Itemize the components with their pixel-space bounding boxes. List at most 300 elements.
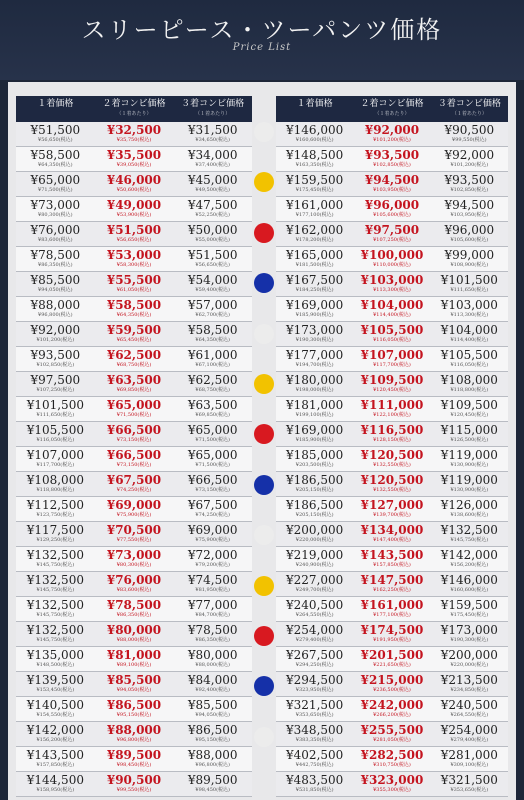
price-two-combo [95,397,174,421]
price: ¥117,500 [26,523,84,537]
price-two-combo [95,347,174,371]
price-three-combo [431,522,508,546]
price: ¥120,500 [360,448,424,462]
tax-included-price: ¥107,250(税込) [373,237,411,243]
tax-included-price: ¥96,800(税込) [38,312,73,318]
price: ¥119,000 [440,473,498,487]
price: ¥132,500 [26,598,84,612]
price-three-combo [431,747,508,771]
price: ¥88,000 [187,748,238,762]
price: ¥34,000 [187,148,238,162]
tax-included-price: ¥185,900(税込) [295,312,334,318]
price-two-combo [353,647,430,671]
price: ¥67,500 [187,498,238,512]
tax-included-price: ¥49,500(税込) [195,187,230,193]
tax-included-price: ¥95,150(税込) [116,712,152,718]
price: ¥86,500 [187,723,238,737]
price: ¥112,500 [26,498,84,512]
price: ¥267,500 [286,648,344,662]
price: ¥77,000 [187,598,238,612]
tax-included-price: ¥64,350(税込) [195,337,230,343]
price-two-combo [95,172,174,196]
price-three-combo [173,547,252,571]
price: ¥104,000 [360,298,424,312]
tax-included-price: ¥162,250(税込) [373,587,411,593]
price-two-combo [95,322,174,346]
tax-included-price: ¥221,650(税込) [373,662,411,668]
price: ¥108,000 [440,373,498,387]
tax-included-price: ¥279,400(税込) [295,637,334,643]
price: ¥58,500 [106,298,162,312]
tax-included-price: ¥205,150(税込) [295,487,334,493]
tax-included-price: ¥116,050(税込) [450,362,489,368]
tax-included-price: ¥117,700(税込) [36,462,75,468]
price-three-combo [431,697,508,721]
white-color-dot [254,324,274,344]
price: ¥69,000 [106,498,162,512]
price-single [16,347,95,371]
tax-included-price: ¥355,300(税込) [373,787,411,793]
price: ¥483,500 [286,773,344,787]
price: ¥186,500 [286,498,344,512]
price: ¥321,500 [286,698,344,712]
table-row [276,322,508,347]
price: ¥148,500 [286,148,344,162]
price-two-combo [353,122,430,146]
table-row [16,447,252,472]
table-row [276,172,508,197]
table-row [16,172,252,197]
tax-included-price: ¥148,500(税込) [36,662,75,668]
tax-included-price: ¥79,200(税込) [195,562,230,568]
price-single [276,522,353,546]
price: ¥144,500 [26,773,84,787]
tax-included-price: ¥249,700(税込) [295,587,334,593]
price: ¥134,000 [360,523,424,537]
price: ¥348,500 [286,723,344,737]
table-row [276,397,508,422]
table-row [16,747,252,772]
price-two-combo [353,372,430,396]
price: ¥159,500 [440,598,498,612]
price-three-combo [431,372,508,396]
red-color-dot [254,424,274,444]
price-single [276,447,353,471]
tax-included-price: ¥108,900(税込) [450,262,489,268]
price-single [276,147,353,171]
yellow-color-dot [254,576,274,596]
price-single [276,422,353,446]
tax-included-price: ¥118,800(税込) [36,487,75,493]
tax-included-price: ¥120,450(税込) [373,387,411,393]
price: ¥61,000 [187,348,238,362]
price-single [16,247,95,271]
price-two-combo [353,747,430,771]
tax-included-price: ¥264,550(税込) [295,612,334,618]
tax-included-price: ¥35,750(税込) [116,137,152,143]
table-header [16,96,252,122]
price: ¥240,500 [286,598,344,612]
price: ¥85,500 [30,273,81,287]
tax-included-price: ¥156,200(税込) [450,562,489,568]
tax-included-price: ¥240,900(税込) [295,562,334,568]
tax-included-price: ¥199,100(税込) [295,412,334,418]
price-two-combo [95,422,174,446]
tax-included-price: ¥74,250(税込) [195,512,230,518]
table-row [276,122,508,147]
tax-included-price: ¥310,750(税込) [373,762,411,768]
table-row [276,547,508,572]
table-row [16,497,252,522]
price: ¥76,000 [30,223,81,237]
tax-included-price: ¥52,250(税込) [195,212,230,218]
price: ¥105,500 [360,323,424,337]
price: ¥73,000 [30,198,81,212]
tax-included-price: ¥34,650(税込) [195,137,230,143]
price-single [276,272,353,296]
price-two-combo [353,772,430,796]
tax-included-price: ¥65,450(税込) [116,337,152,343]
price-three-combo [431,622,508,646]
tax-included-price: ¥190,300(税込) [295,337,334,343]
tax-included-price: ¥442,750(税込) [295,762,334,768]
price-two-combo [95,272,174,296]
tax-included-price: ¥120,450(税込) [450,412,489,418]
header-two-combo: ２着コンビ価格 （１着あたり） [360,99,424,117]
header-three-combo: ３着コンビ価格 （１着あたり） [181,99,245,117]
price-three-combo [431,397,508,421]
tax-included-price: ¥264,550(税込) [450,712,489,718]
table-row [16,722,252,747]
price-three-combo [431,647,508,671]
price-single [16,197,95,221]
tax-included-price: ¥177,100(税込) [373,612,411,618]
price-single [16,722,95,746]
price: ¥78,500 [30,248,81,262]
tax-included-price: ¥68,750(税込) [195,387,230,393]
price: ¥173,000 [286,323,344,337]
price: ¥294,500 [286,673,344,687]
price-single [276,772,353,796]
table-row [16,297,252,322]
price-three-combo [173,172,252,196]
price: ¥101,500 [26,398,84,412]
price-single [16,672,95,696]
price: ¥80,000 [106,623,162,637]
table-row [276,522,508,547]
price-two-combo [95,672,174,696]
tax-included-price: ¥383,350(税込) [295,737,334,743]
table-row [276,572,508,597]
tax-included-price: ¥96,800(税込) [116,737,152,743]
tax-included-price: ¥184,250(税込) [295,287,334,293]
red-color-dot [254,626,274,646]
tax-included-price: ¥86,350(税込) [116,612,152,618]
price-two-combo [95,647,174,671]
price-two-combo [353,672,430,696]
table-row [16,472,252,497]
price-two-combo [95,622,174,646]
white-color-dot [254,122,274,142]
price-single [16,572,95,596]
tax-included-price: ¥147,400(税込) [373,537,411,543]
price: ¥55,500 [106,273,162,287]
price: ¥54,000 [187,273,238,287]
table-row [276,347,508,372]
price-single [16,222,95,246]
tax-included-price: ¥95,150(税込) [195,737,230,743]
tax-included-price: ¥64,350(税込) [116,312,152,318]
table-row [276,272,508,297]
tax-included-price: ¥102,850(税込) [373,162,411,168]
price-three-combo [173,397,252,421]
tax-included-price: ¥130,900(税込) [450,487,489,493]
price-three-combo [431,347,508,371]
table-row [16,122,252,147]
tax-included-price: ¥160,600(税込) [295,137,334,143]
price-three-combo [431,222,508,246]
price-single [16,297,95,321]
price: ¥57,000 [187,298,238,312]
price-single [276,172,353,196]
price-two-combo [95,247,174,271]
price-single [16,747,95,771]
tax-included-price: ¥101,200(税込) [36,337,75,343]
price: ¥146,000 [286,123,344,137]
price-two-combo [353,597,430,621]
price-two-combo [95,372,174,396]
price-single [276,297,353,321]
tax-included-price: ¥84,700(税込) [195,612,230,618]
price: ¥281,000 [440,748,498,762]
price: ¥58,500 [187,323,238,337]
price: ¥97,500 [364,223,420,237]
price: ¥132,500 [440,523,498,537]
price: ¥92,000 [444,148,495,162]
tax-included-price: ¥175,450(税込) [450,612,489,618]
price: ¥69,000 [187,523,238,537]
price-three-combo [173,672,252,696]
price: ¥103,000 [440,298,498,312]
table-row [16,397,252,422]
price: ¥186,500 [286,473,344,487]
price-two-combo [353,422,430,446]
tax-included-price: ¥71,500(税込) [38,187,73,193]
blue-color-dot [254,273,274,293]
tax-included-price: ¥123,750(税込) [36,512,75,518]
price: ¥89,500 [187,773,238,787]
price-single [16,772,95,796]
price: ¥104,000 [440,323,498,337]
price-two-combo [353,497,430,521]
table-row [276,222,508,247]
tax-included-price: ¥234,850(税込) [450,687,489,693]
price-single [276,722,353,746]
tax-included-price: ¥323,950(税込) [295,687,334,693]
table-body [276,122,508,797]
price-two-combo [95,547,174,571]
price-two-combo [95,147,174,171]
table-row [16,547,252,572]
price-three-combo [431,472,508,496]
table-row [16,522,252,547]
price: ¥159,500 [286,173,344,187]
price-single [276,697,353,721]
tax-included-price: ¥236,500(税込) [373,687,411,693]
price-two-combo [95,747,174,771]
price: ¥66,500 [187,473,238,487]
price: ¥94,500 [444,198,495,212]
price-two-combo [95,497,174,521]
tax-included-price: ¥145,750(税込) [36,587,75,593]
price-two-combo [95,522,174,546]
tax-included-price: ¥102,850(税込) [36,362,75,368]
tax-included-price: ¥94,050(税込) [116,687,152,693]
tax-included-price: ¥126,500(税込) [450,437,489,443]
table-row [16,197,252,222]
tax-included-price: ¥81,950(税込) [195,587,230,593]
price: ¥103,000 [360,273,424,287]
tax-included-price: ¥103,950(税込) [373,187,411,193]
tax-included-price: ¥99,550(税込) [116,787,152,793]
price-three-combo [431,272,508,296]
price-single [16,397,95,421]
price: ¥115,000 [440,423,498,437]
price-three-combo [173,372,252,396]
tax-included-price: ¥154,550(税込) [36,712,75,718]
tax-included-price: ¥113,300(税込) [373,287,411,293]
price: ¥93,500 [30,348,81,362]
tax-included-price: ¥73,150(税込) [195,487,230,493]
price-two-combo [353,472,430,496]
table-row [16,322,252,347]
header-single: １着価格 [296,99,333,109]
price-three-combo [431,447,508,471]
table-row [16,222,252,247]
price: ¥147,500 [360,573,424,587]
tax-included-price: ¥59,400(税込) [195,287,230,293]
yellow-color-dot [254,374,274,394]
price: ¥162,000 [286,223,344,237]
tax-included-price: ¥107,250(税込) [36,387,75,393]
price: ¥146,000 [440,573,498,587]
price-three-combo [173,472,252,496]
price: ¥86,500 [106,698,162,712]
tax-included-price: ¥220,000(税込) [295,537,334,543]
price: ¥94,500 [364,173,420,187]
table-row [16,647,252,672]
price-single [16,447,95,471]
price: ¥109,500 [440,398,498,412]
price-single [16,697,95,721]
price: ¥92,000 [30,323,81,337]
price-three-combo [431,322,508,346]
white-color-dot [254,727,274,747]
tax-included-price: ¥102,850(税込) [450,187,489,193]
table-row [276,447,508,472]
price: ¥127,000 [360,498,424,512]
price: ¥109,500 [360,373,424,387]
tax-included-price: ¥138,600(税込) [450,512,489,518]
price: ¥101,500 [440,273,498,287]
tax-included-price: ¥83,600(税込) [38,237,73,243]
price-three-combo [431,672,508,696]
tax-included-price: ¥105,600(税込) [450,237,489,243]
tax-included-price: ¥118,800(税込) [450,387,489,393]
tax-included-price: ¥56,650(税込) [116,237,152,243]
price-single [16,522,95,546]
price: ¥96,000 [444,223,495,237]
price: ¥254,000 [440,723,498,737]
price: ¥90,500 [444,123,495,137]
table-row [16,347,252,372]
price-three-combo [431,572,508,596]
tax-included-price: ¥50,600(税込) [116,187,152,193]
tax-included-price: ¥158,950(税込) [36,787,75,793]
price-three-combo [431,722,508,746]
price-three-combo [173,747,252,771]
tax-included-price: ¥178,200(税込) [295,237,334,243]
tax-included-price: ¥116,050(税込) [373,337,411,343]
price-three-combo [173,772,252,796]
tax-included-price: ¥83,600(税込) [116,587,152,593]
price-table-right [276,96,508,797]
price: ¥50,000 [187,223,238,237]
tax-included-price: ¥145,750(税込) [36,637,75,643]
table-row [276,147,508,172]
table-row [276,497,508,522]
price-three-combo [431,772,508,796]
price-three-combo [173,622,252,646]
table-row [276,747,508,772]
price: ¥67,500 [106,473,162,487]
tax-included-price: ¥309,100(税込) [450,762,489,768]
price: ¥173,000 [440,623,498,637]
price-two-combo [353,197,430,221]
price-three-combo [431,197,508,221]
tax-included-price: ¥139,700(税込) [373,512,411,518]
price-two-combo [353,522,430,546]
price-three-combo [173,297,252,321]
tax-included-price: ¥103,950(税込) [450,212,489,218]
tax-included-price: ¥110,000(税込) [373,262,411,268]
tax-included-price: ¥92,400(税込) [195,687,230,693]
price: ¥143,500 [26,748,84,762]
price: ¥81,000 [106,648,162,662]
tax-included-price: ¥130,900(税込) [450,462,489,468]
price: ¥93,500 [444,173,495,187]
price-three-combo [431,422,508,446]
tax-included-price: ¥68,750(税込) [116,362,152,368]
price-three-combo [431,297,508,321]
price: ¥108,000 [26,473,84,487]
price-three-combo [431,597,508,621]
price: ¥72,000 [187,548,238,562]
price-two-combo [353,322,430,346]
tax-included-price: ¥114,400(税込) [450,337,489,343]
tax-included-price: ¥175,450(税込) [295,187,334,193]
price: ¥32,500 [106,123,162,137]
tax-included-price: ¥98,450(税込) [116,762,152,768]
tax-included-price: ¥531,850(税込) [295,787,334,793]
price-single [276,397,353,421]
table-row [276,722,508,747]
tax-included-price: ¥114,400(税込) [373,312,411,318]
price: ¥119,000 [440,448,498,462]
tax-included-price: ¥99,550(税込) [452,137,487,143]
price: ¥70,500 [106,523,162,537]
price: ¥169,000 [286,423,344,437]
